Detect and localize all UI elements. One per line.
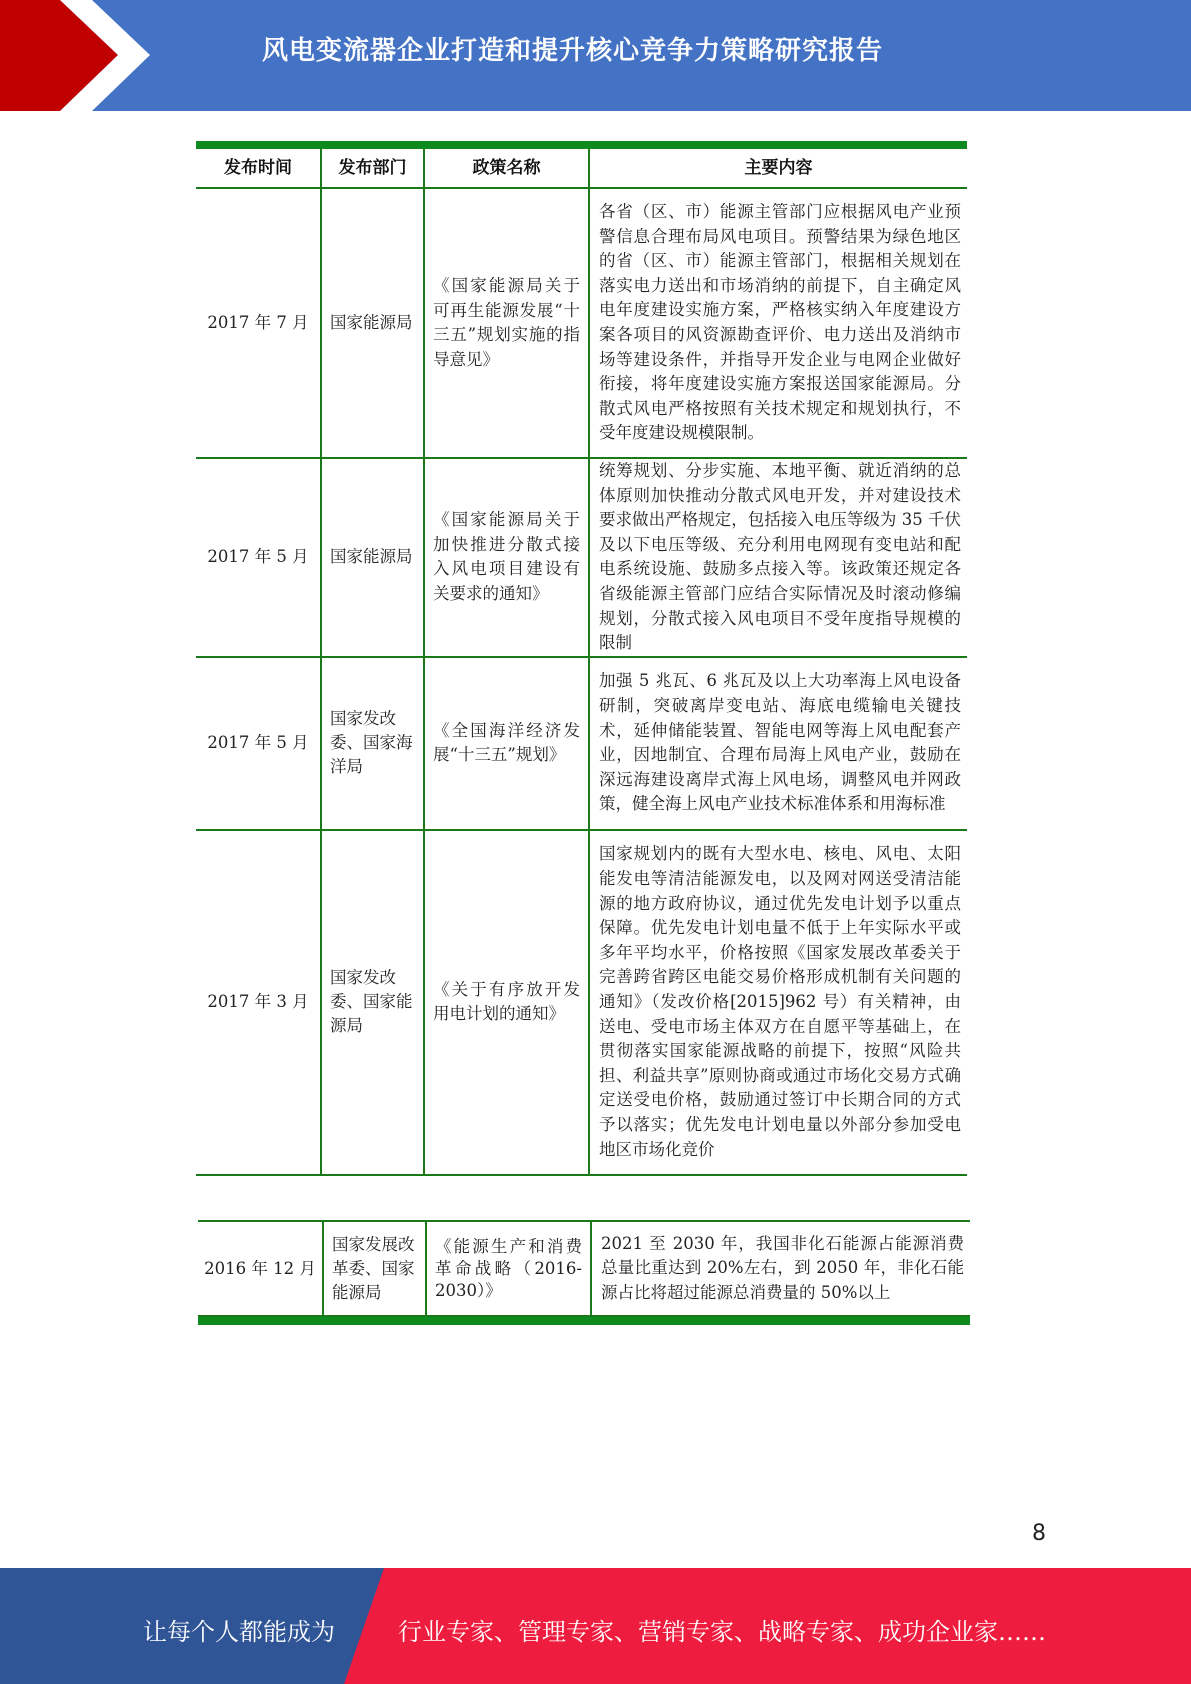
cell-policy-name: 《能源生产和消费革命战略（2016-2030）》 <box>426 1221 591 1316</box>
table-row <box>196 657 967 830</box>
page-number: 8 <box>1032 1521 1046 1546</box>
cell-date: 2017 年 3 月 <box>196 830 321 1175</box>
table-bottom-rule <box>198 1317 970 1325</box>
cell-date: 2017 年 5 月 <box>196 458 321 657</box>
table-row <box>198 1221 970 1316</box>
cell-dept: 国家发改委、国家能源局 <box>321 830 424 1175</box>
cell-policy-name: 《国家能源局关于可再生能源发展“十三五”规划实施的指导意见》 <box>424 188 589 458</box>
policy-table-continued <box>198 1220 970 1325</box>
cell-content: 加强 5 兆瓦、6 兆瓦及以上大功率海上风电设备研制，突破离岸变电站、海底电缆输电关键技术，延伸储能装置、智能电网等海上风电配套产业，因地制宜、合理布局海上风电产业，鼓励在深远海建设离岸式海上风电场，调整风电并网政策，健全海上风电产业技术标准体系和用海标准 <box>589 657 967 830</box>
header-chevron-graphic <box>0 0 160 111</box>
table-row <box>196 188 967 458</box>
footer-slogan-left: 让每个人都能成为 <box>143 1618 335 1646</box>
page-header <box>0 0 1191 111</box>
column-header-dept: 发布部门 <box>321 149 424 188</box>
table-header-row <box>196 149 967 188</box>
cell-date: 2017 年 7 月 <box>196 188 321 458</box>
cell-dept: 国家发改委、国家海洋局 <box>321 657 424 830</box>
cell-dept: 国家能源局 <box>321 188 424 458</box>
table-top-rule <box>196 141 967 149</box>
cell-policy-name: 《全国海洋经济发展“十三五”规划》 <box>424 657 589 830</box>
column-header-name: 政策名称 <box>424 149 589 188</box>
table-row <box>196 458 967 657</box>
table-row <box>196 830 967 1175</box>
footer-slogan-right: 行业专家、管理专家、营销专家、战略专家、成功企业家…… <box>398 1618 1046 1646</box>
report-title: 风电变流器企业打造和提升核心竞争力策略研究报告 <box>262 36 884 66</box>
policy-table <box>196 141 967 1176</box>
column-header-date: 发布时间 <box>196 149 321 188</box>
cell-dept: 国家发展改革委、国家能源局 <box>323 1221 426 1316</box>
cell-content: 2021 至 2030 年，我国非化石能源占能源消费总量比重达到 20%左右，到 2050 年，非化石能源占比将超过能源总消费量的 50%以上 <box>591 1221 970 1316</box>
cell-content: 各省（区、市）能源主管部门应根据风电产业预警信息合理布局风电项目。预警结果为绿色地区的省（区、市）能源主管部门，根据相关规划在落实电力送出和市场消纳的前提下，自主确定风电年度建设实施方案，严格核实纳入年度建设方案各项目的风资源勘查评价、电力送出及消纳市场等建设条件，并指导开发企业与电网企业做好衔接，将年度建设实施方案报送国家能源局。分散式风电严格按照有关技术规定和规划执行，不受年度建设规模限制。 <box>589 188 967 458</box>
column-header-content: 主要内容 <box>589 149 967 188</box>
cell-content: 统筹规划、分步实施、本地平衡、就近消纳的总体原则加快推动分散式风电开发，并对建设技术要求做出严格规定，包括接入电压等级为 35 千伏及以下电压等级、充分利用电网现有变电站和配电系统设施、鼓励多点接入等。该政策还规定各省级能源主管部门应结合实际情况及时滚动修编规划，分散式接入风电项目不受年度指导规模的限制 <box>589 458 967 657</box>
cell-date: 2017 年 5 月 <box>196 657 321 830</box>
cell-policy-name: 《国家能源局关于加快推进分散式接入风电项目建设有关要求的通知》 <box>424 458 589 657</box>
page-footer <box>0 1568 1191 1684</box>
cell-dept: 国家能源局 <box>321 458 424 657</box>
cell-date: 2016 年 12 月 <box>198 1221 323 1316</box>
cell-content: 国家规划内的既有大型水电、核电、风电、太阳能发电等清洁能源发电，以及网对网送受清洁能源的地方政府协议，通过优先发电计划予以重点保障。优先发电计划电量不低于上年实际水平或多年平均水平，价格按照《国家发展改革委关于完善跨省跨区电能交易价格形成机制有关问题的通知》（发改价格[2015]962 号）有关精神，由送电、受电市场主体双方在自愿平等基础上，在贯彻落实国家能源战略的前提下，按照“风险共担、利益共享”原则协商或通过市场化交易方式确定送受电价格，鼓励通过签订中长期合同的方式予以落实；优先发电计划电量以外部分参加受电地区市场化竞价 <box>589 830 967 1175</box>
cell-policy-name: 《关于有序放开发用电计划的通知》 <box>424 830 589 1175</box>
